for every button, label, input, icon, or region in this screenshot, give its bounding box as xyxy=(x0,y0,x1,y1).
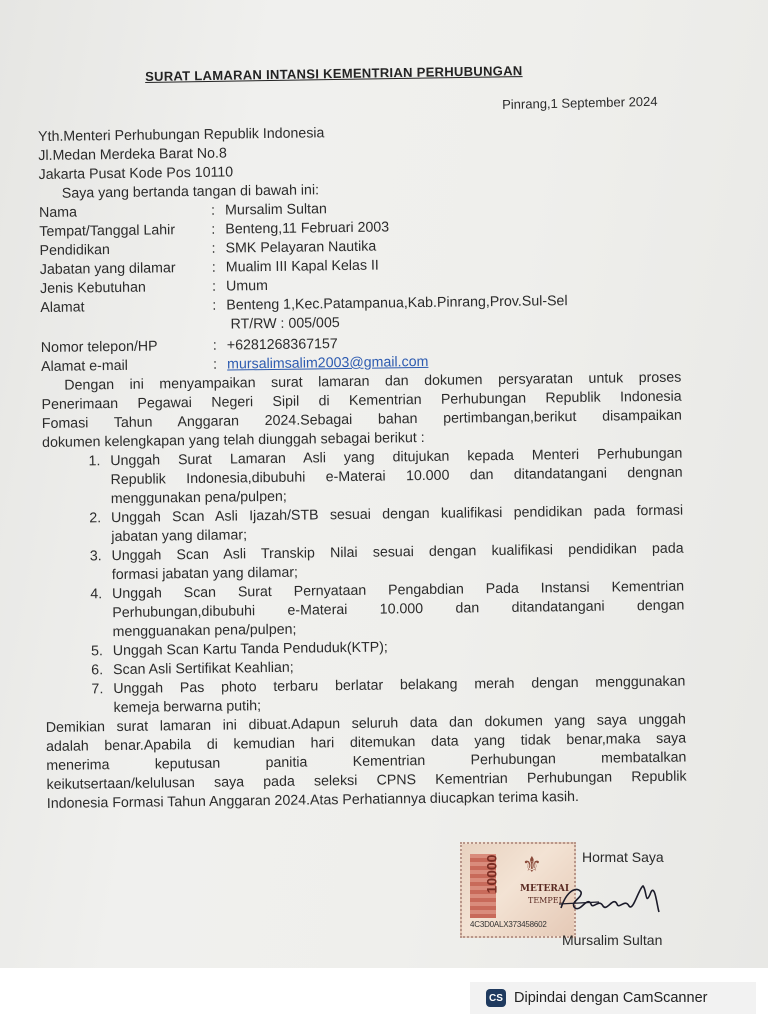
field-colon: : xyxy=(210,202,216,219)
list-line: Scan Asli Sertifikat Keahlian; xyxy=(112,659,294,679)
signer-name: Mursalim Sultan xyxy=(562,932,663,948)
field-value: Benteng 1,Kec.Patampanua,Kab.Pinrang,Prov.Sul-Sel xyxy=(226,293,568,314)
field-colon: : xyxy=(213,356,218,373)
paragraph-line: Dengan ini menyampaikan surat lamaran dan dokumen persyaratan untuk proses xyxy=(64,369,682,394)
field-alamat-rtrw: RT/RW : 005/005 xyxy=(230,315,340,333)
stamp-code: 4C3D0ALX373458602 xyxy=(470,920,547,929)
list-number: 2. xyxy=(89,510,102,527)
field-label: Nama xyxy=(39,204,78,221)
list-line: Republik Indonesia,dibubuhi e-Materai 10.000 dan ditandatangani dengnan xyxy=(110,464,683,489)
closing-line: adalah benar.Apabila di kemudian hari ditemukan data yang tidak benar,maka saya xyxy=(45,730,687,755)
list-line: Perhubungan,dibubuhi e-Materai 10.000 dan ditandatangani dengan xyxy=(112,597,685,622)
list-line: Unggah Scan Asli Ijazah/STB sesuai dengan kualifikasi pendidikan pada formasi xyxy=(111,502,684,527)
field-value: SMK Pelayaran Nautika xyxy=(225,238,377,257)
letter-body xyxy=(38,120,687,814)
list-number: 4. xyxy=(90,586,103,603)
paragraph-line: dokumen kelengkapan yang telah diunggah sebagai berikut : xyxy=(42,429,425,451)
handwritten-signature xyxy=(555,878,665,918)
recipient-line: Jakarta Pusat Kode Pos 10110 xyxy=(38,164,234,183)
paragraph-line: Penerimaan Pegawai Negeri Sipil di Kementrian Perhubungan Republik Indonesia xyxy=(41,388,682,413)
field-label: Tempat/Tanggal Lahir xyxy=(39,222,176,240)
closing-line: keikutsertaan/kelulusan saya pada seleksi CPNS Kementrian Perhubungan Republik xyxy=(46,768,687,793)
closing-line: Demikian surat lamaran ini dibuat.Adapun seluruh data dan dokumen yang saya unggah xyxy=(45,711,686,736)
intro-line: Saya yang bertanda tangan di bawah ini: xyxy=(61,182,320,202)
stamp-label: METERAI xyxy=(520,884,570,894)
list-line: menggunakan pena/pulpen; xyxy=(110,488,287,508)
field-label: Alamat xyxy=(40,299,85,316)
salutation: Hormat Saya xyxy=(582,849,664,865)
letter-title: SURAT LAMARAN INTANSI KEMENTRIAN PERHUBUNGAN xyxy=(145,63,523,84)
list-item xyxy=(44,578,685,643)
signature-block xyxy=(455,840,685,950)
stamp-label: TEMPEL xyxy=(528,896,564,905)
list-line: Unggah Pas photo terbaru berlatar belakang merah dengan menggunakan xyxy=(113,673,686,698)
document-list xyxy=(42,445,685,719)
field-colon: : xyxy=(211,221,216,238)
field-label: Jabatan yang dilamar xyxy=(39,260,176,278)
list-line: formasi jabatan yang dilamar; xyxy=(111,564,299,584)
list-line: Unggah Scan Asli Transkip Nilai sesuai dengan kualifikasi pendidikan pada xyxy=(111,540,684,565)
field-colon: : xyxy=(212,297,217,314)
list-line: Unggah Scan Kartu Tanda Penduduk(KTP); xyxy=(112,639,388,660)
field-value: Mursalim Sultan xyxy=(224,201,327,219)
list-line: kemeja berwarna putih; xyxy=(113,698,262,717)
garuda-emblem-icon: ⚜ xyxy=(522,852,542,877)
field-colon: : xyxy=(211,259,216,276)
closing-line: Indonesia Formasi Tahun Anggaran 2024.Atas Perhatiannya diucapkan terima kasih. xyxy=(46,788,580,812)
field-value: Benteng,11 Februari 2003 xyxy=(225,219,390,238)
field-label: Nomor telepon/HP xyxy=(40,338,158,356)
email-link[interactable]: mursalimsalim2003@gmail.com xyxy=(227,353,429,373)
list-line: jabatan yang dilamar; xyxy=(111,527,248,546)
field-colon: : xyxy=(211,240,216,257)
closing-line: menerima keputusan panitia Kementrian Perhubungan membatalkan xyxy=(46,749,687,774)
list-number: 7. xyxy=(91,681,104,698)
list-number: 1. xyxy=(88,453,101,470)
list-line: Unggah Scan Surat Pernyataan Pengabdian Pada Instansi Kementrian xyxy=(112,578,685,603)
field-label: Alamat e-mail xyxy=(41,357,128,375)
field-value: Umum xyxy=(225,278,268,295)
field-label: Jenis Kebutuhan xyxy=(40,279,146,297)
list-item xyxy=(42,445,683,510)
list-number: 3. xyxy=(89,548,102,565)
list-number: 5. xyxy=(90,643,103,660)
list-line: Unggah Surat Lamaran Asli yang ditujukan kepada Menteri Perhubungan xyxy=(110,445,683,470)
list-number: 6. xyxy=(91,662,104,679)
field-value: Mualim III Kapal Kelas II xyxy=(225,257,379,276)
recipient-line: Jl.Medan Merdeka Barat No.8 xyxy=(38,145,227,164)
field-colon: : xyxy=(212,337,217,354)
camscanner-badge xyxy=(470,982,756,1014)
letter-date: Pinrang,1 September 2024 xyxy=(502,93,658,112)
scanner-caption: Dipindai dengan CamScanner xyxy=(514,990,708,1006)
paragraph-line: Fomasi Tahun Anggaran 2024.Sebagai bahan pertimbangan,berikut disampaikan xyxy=(41,407,682,432)
field-label: Pendidikan xyxy=(39,242,110,259)
field-value: +6281268367157 xyxy=(226,336,338,354)
recipient-line: Yth.Menteri Perhubungan Republik Indonesia xyxy=(38,125,325,145)
stamp-value: 10000 xyxy=(483,854,500,894)
field-colon: : xyxy=(211,278,217,295)
list-line: mengguanakan pena/pulpen; xyxy=(112,621,297,641)
camscanner-logo-icon: CS xyxy=(486,989,506,1007)
